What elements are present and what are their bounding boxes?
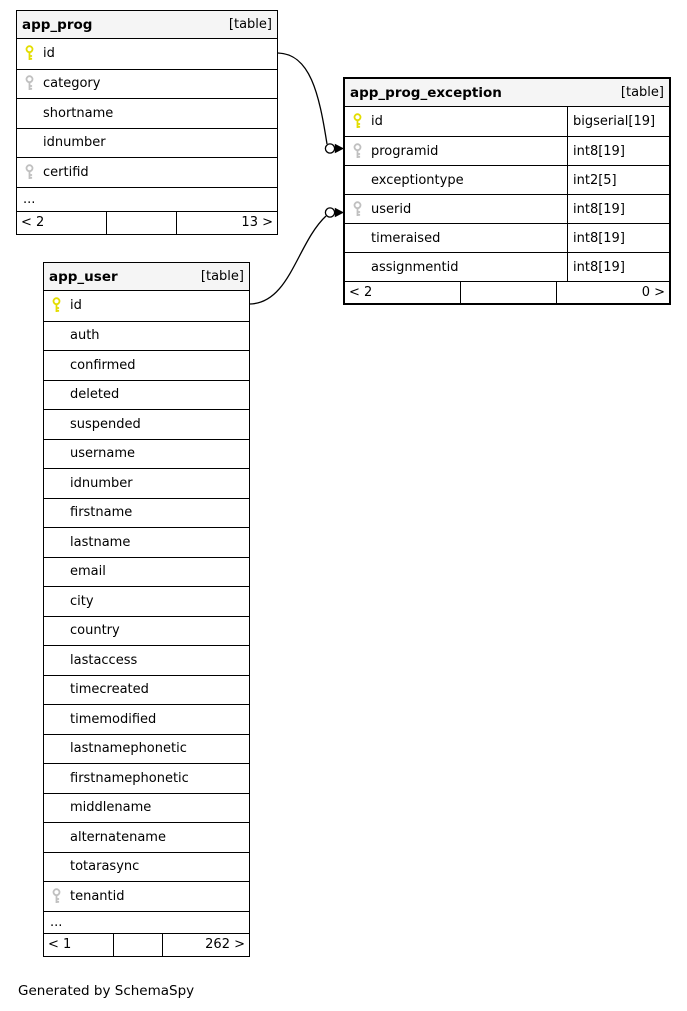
column-row-idnumber bbox=[44, 468, 249, 498]
table-app_prog_exception bbox=[343, 77, 671, 305]
column-name: idnumber bbox=[70, 475, 133, 491]
no-key-spacer bbox=[44, 764, 70, 793]
column-row-lastname bbox=[44, 527, 249, 557]
column-row-id bbox=[345, 107, 669, 136]
column-datatype: int8[19] bbox=[567, 253, 669, 281]
table-header bbox=[17, 11, 277, 39]
table-app_user bbox=[43, 262, 250, 957]
column-name: deleted bbox=[70, 387, 120, 403]
column-name: exceptiontype bbox=[371, 172, 464, 188]
column-name: assignmentid bbox=[371, 259, 459, 275]
column-name: timeraised bbox=[371, 230, 441, 246]
more-columns-ellipsis: ... bbox=[17, 187, 277, 211]
no-key-spacer bbox=[44, 469, 70, 498]
column-datatype: int2[5] bbox=[567, 166, 669, 194]
no-key-spacer bbox=[44, 823, 70, 852]
column-name: username bbox=[70, 446, 135, 462]
column-name: id bbox=[70, 298, 82, 314]
foreign-key-icon bbox=[345, 195, 371, 223]
column-row-timeraised bbox=[345, 223, 669, 252]
no-key-spacer bbox=[17, 99, 43, 128]
column-row-id bbox=[44, 291, 249, 321]
table-name[interactable]: app_user bbox=[49, 268, 118, 285]
column-row-username bbox=[44, 439, 249, 469]
column-row-alternatename bbox=[44, 822, 249, 852]
column-row-country bbox=[44, 616, 249, 646]
column-name: idnumber bbox=[43, 135, 106, 151]
column-name: firstnamephonetic bbox=[70, 770, 189, 786]
table-columns bbox=[345, 107, 669, 281]
column-row-firstname bbox=[44, 498, 249, 528]
no-key-spacer bbox=[44, 676, 70, 705]
column-name: auth bbox=[70, 328, 100, 344]
table-name[interactable]: app_prog bbox=[22, 16, 93, 33]
no-key-spacer bbox=[44, 705, 70, 734]
column-name: email bbox=[70, 564, 106, 580]
column-row-category bbox=[17, 69, 277, 99]
column-datatype: bigserial[19] bbox=[567, 107, 669, 136]
footer-middle-cell bbox=[460, 282, 557, 303]
table-header bbox=[345, 79, 669, 107]
no-key-spacer bbox=[44, 499, 70, 528]
footer-child-count: 13 > bbox=[241, 215, 273, 230]
foreign-key-icon bbox=[345, 137, 371, 165]
relationship-app_prog-to-app_prog_exception bbox=[278, 53, 344, 153]
table-columns bbox=[17, 39, 277, 211]
column-row-programid bbox=[345, 136, 669, 165]
column-datatype: int8[19] bbox=[567, 195, 669, 223]
no-key-spacer bbox=[44, 794, 70, 823]
column-row-lastnamephonetic bbox=[44, 734, 249, 764]
column-name: totarasync bbox=[70, 859, 140, 875]
foreign-key-icon bbox=[17, 70, 43, 99]
column-name: certifid bbox=[43, 164, 89, 180]
column-row-timemodified bbox=[44, 704, 249, 734]
column-name: id bbox=[43, 46, 55, 62]
column-row-email bbox=[44, 557, 249, 587]
column-name: country bbox=[70, 623, 120, 639]
column-row-assignmentid bbox=[345, 252, 669, 281]
no-key-spacer bbox=[44, 528, 70, 557]
no-key-spacer bbox=[44, 351, 70, 380]
column-row-userid bbox=[345, 194, 669, 223]
footer-middle-cell bbox=[106, 212, 177, 234]
column-row-suspended bbox=[44, 409, 249, 439]
footer-child-count: 0 > bbox=[641, 285, 665, 300]
table-footer bbox=[44, 933, 249, 956]
footer-parent-count: < 2 bbox=[349, 285, 373, 300]
no-key-spacer bbox=[345, 166, 371, 194]
column-name: programid bbox=[371, 143, 439, 159]
column-name: firstname bbox=[70, 505, 133, 521]
column-row-idnumber bbox=[17, 128, 277, 158]
column-row-shortname bbox=[17, 98, 277, 128]
column-row-firstnamephonetic bbox=[44, 763, 249, 793]
column-name: middlename bbox=[70, 800, 152, 816]
column-name: city bbox=[70, 593, 94, 609]
table-type-label: [table] bbox=[200, 269, 244, 284]
footer-middle-cell bbox=[113, 934, 163, 956]
primary-key-icon bbox=[17, 39, 43, 69]
column-row-deleted bbox=[44, 380, 249, 410]
no-key-spacer bbox=[44, 646, 70, 675]
no-key-spacer bbox=[44, 381, 70, 410]
no-key-spacer bbox=[44, 322, 70, 351]
column-name: timemodified bbox=[70, 711, 157, 727]
column-row-exceptiontype bbox=[345, 165, 669, 194]
column-row-id bbox=[17, 39, 277, 69]
generated-by-caption: Generated by SchemaSpy bbox=[18, 983, 195, 999]
column-name: lastaccess bbox=[70, 652, 138, 668]
no-key-spacer bbox=[44, 853, 70, 882]
no-key-spacer bbox=[345, 253, 371, 281]
footer-parent-count: < 1 bbox=[48, 937, 72, 952]
column-row-auth bbox=[44, 321, 249, 351]
column-row-tenantid bbox=[44, 881, 249, 911]
table-footer bbox=[17, 211, 277, 234]
table-header bbox=[44, 263, 249, 291]
no-key-spacer bbox=[44, 735, 70, 764]
column-row-certifid bbox=[17, 157, 277, 187]
no-key-spacer bbox=[44, 440, 70, 469]
no-key-spacer bbox=[44, 410, 70, 439]
no-key-spacer bbox=[345, 224, 371, 252]
column-name: confirmed bbox=[70, 357, 136, 373]
table-footer bbox=[345, 281, 669, 303]
column-name: shortname bbox=[43, 105, 114, 121]
column-name: lastname bbox=[70, 534, 131, 550]
column-row-totarasync bbox=[44, 852, 249, 882]
table-type-label: [table] bbox=[228, 17, 272, 32]
column-name: tenantid bbox=[70, 888, 125, 904]
column-name: lastnamephonetic bbox=[70, 741, 187, 757]
column-datatype: int8[19] bbox=[567, 137, 669, 165]
column-name: userid bbox=[371, 201, 412, 217]
foreign-key-icon bbox=[44, 882, 70, 911]
column-name: timecreated bbox=[70, 682, 149, 698]
column-row-timecreated bbox=[44, 675, 249, 705]
footer-parent-count: < 2 bbox=[21, 215, 45, 230]
table-name[interactable]: app_prog_exception bbox=[350, 84, 502, 101]
foreign-key-icon bbox=[17, 158, 43, 187]
column-row-middlename bbox=[44, 793, 249, 823]
primary-key-icon bbox=[44, 291, 70, 321]
no-key-spacer bbox=[44, 617, 70, 646]
column-datatype: int8[19] bbox=[567, 224, 669, 252]
more-columns-ellipsis: ... bbox=[44, 911, 249, 933]
table-columns bbox=[44, 291, 249, 933]
table-type-label: [table] bbox=[620, 85, 664, 100]
column-row-city bbox=[44, 586, 249, 616]
no-key-spacer bbox=[17, 129, 43, 158]
footer-child-count: 262 > bbox=[205, 937, 245, 952]
column-row-confirmed bbox=[44, 350, 249, 380]
table-app_prog bbox=[16, 10, 278, 235]
column-name: category bbox=[43, 76, 101, 92]
no-key-spacer bbox=[44, 558, 70, 587]
column-name: id bbox=[371, 114, 383, 129]
column-name: alternatename bbox=[70, 829, 166, 845]
column-name: suspended bbox=[70, 416, 141, 432]
column-row-lastaccess bbox=[44, 645, 249, 675]
no-key-spacer bbox=[44, 587, 70, 616]
primary-key-icon bbox=[345, 107, 371, 136]
